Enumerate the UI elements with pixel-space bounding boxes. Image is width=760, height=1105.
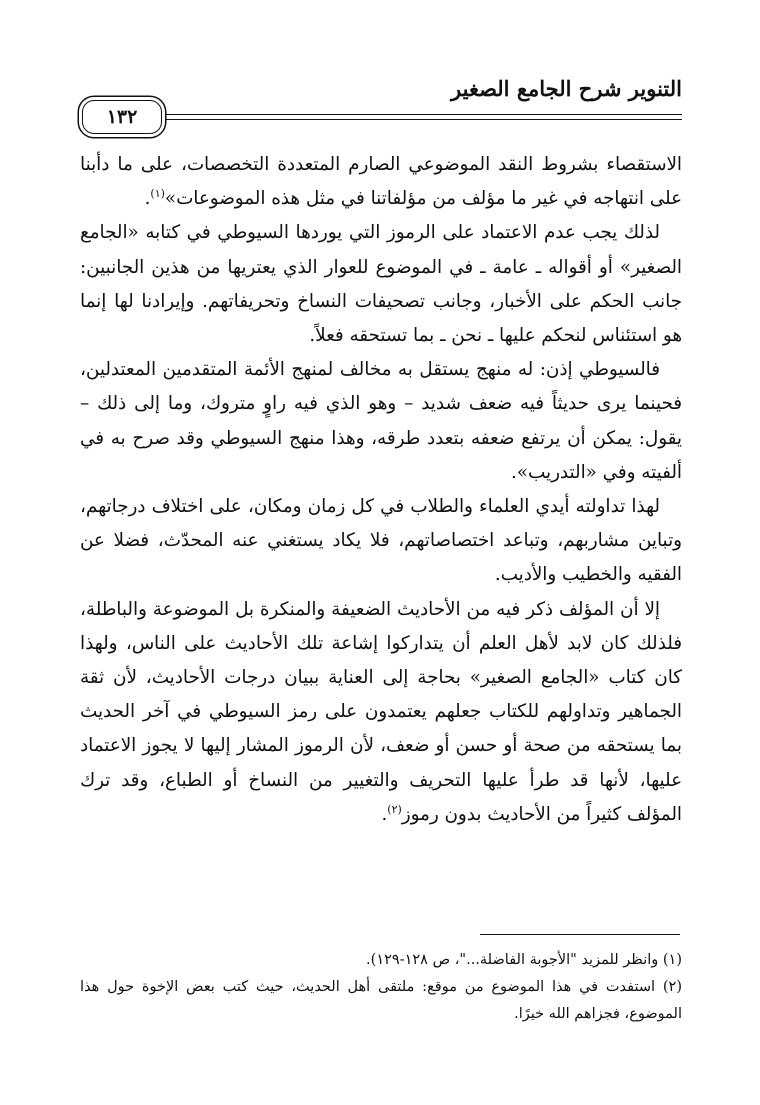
paragraph: لذلك يجب عدم الاعتماد على الرموز التي يوردها السيوطي في كتابه «الجامع الصغير» أو أقواله ـ عامة ـ في الموضوع للعوار الذي يعتريها من هذين الجانبين: جانب الحكم على الأخبار، وجانب تصحيفات النساخ وتحريفاتهم. وإيرادنا لها إنما هو استئناس لنحكم عليها ـ نحن ـ بما تستحقه فعلاً.	[80, 222, 682, 347]
footnotes	[80, 947, 682, 1028]
footnote-separator	[480, 934, 680, 935]
footnote-1: (١) وانظر للمزيد "الأجوبة الفاضلة..."، ص ١٢٨-١٢٩).	[366, 952, 682, 968]
header-rule-bottom	[82, 119, 682, 120]
footnote-ref-1: (١)	[150, 187, 165, 201]
period: .	[381, 803, 388, 825]
paragraph-text: إلا أن المؤلف ذكر فيه من الأحاديث الضعيفة والمنكرة بل الموضوعة والباطلة، فلذلك كان لابد لأهل العلم أن يتداركوا إشاعة تلك الأحاديث على الناس، ولهذا كان كتاب «الجامع الصغير» بحاجة إلى العناية ببيان درجات الأحاديث، لأن ثقة الجماهير وتداولهم للكتاب جعلهم يعتمدون على رمز السيوطي في آخر الحديث بما يستحقه من صحة أو حسن أو ضعف، لأن الرموز المشار إليها لا يجوز الاعتماد عليها، لأنها قد طرأ عليها التحريف والتغيير من النساخ أو الطباع، وقد ترك المؤلف كثيراً من الأحاديث بدون رموز	[80, 598, 682, 825]
page-number: ١٣٢	[82, 100, 162, 134]
main-text	[80, 148, 682, 832]
footnote-2: (٢) استفدت في هذا الموضوع من موقع: ملتقى أهل الحديث، حيث كتب بعض الإخوة حول هذا الموضوع، فجزاهم الله خيرًا.	[80, 979, 682, 1022]
paragraph	[80, 593, 682, 832]
paragraph	[80, 148, 682, 216]
footnote-ref-2: (٢)	[387, 802, 402, 816]
period: .	[144, 188, 151, 210]
paragraph-text: الاستقصاء بشروط النقد الموضوعي الصارم المتعددة التخصصات، على ما دأبنا على انتهاجه في غير ما مؤلف من مؤلفاتنا في مثل هذه الموضوعات»	[80, 154, 682, 210]
paragraph: فالسيوطي إذن: له منهج يستقل به مخالف لمنهج الأئمة المتقدمين المعتدلين، فحينما يرى حديثاً فيه ضعف شديد – وهو الذي فيه راوٍ متروك، وما إلى ذلك – يقول: يمكن أن يرتفع ضعفه بتعدد طرقه، وهذا منهج السيوطي وقد صرح به في ألفيته وفي «التدريب».	[80, 359, 682, 483]
running-title: التنوير شرح الجامع الصغير	[451, 76, 682, 101]
paragraph: لهذا تداولته أيدي العلماء والطلاب في كل زمان ومكان، على اختلاف درجاتهم، وتباين مشاربهم، وتباعد اختصاصاتهم، فلا يكاد يستغني عنه المحدّث، فضلا عن الفقيه والخطيب والأديب.	[80, 496, 682, 586]
header-rule-top	[82, 114, 682, 115]
page-header	[82, 72, 682, 142]
